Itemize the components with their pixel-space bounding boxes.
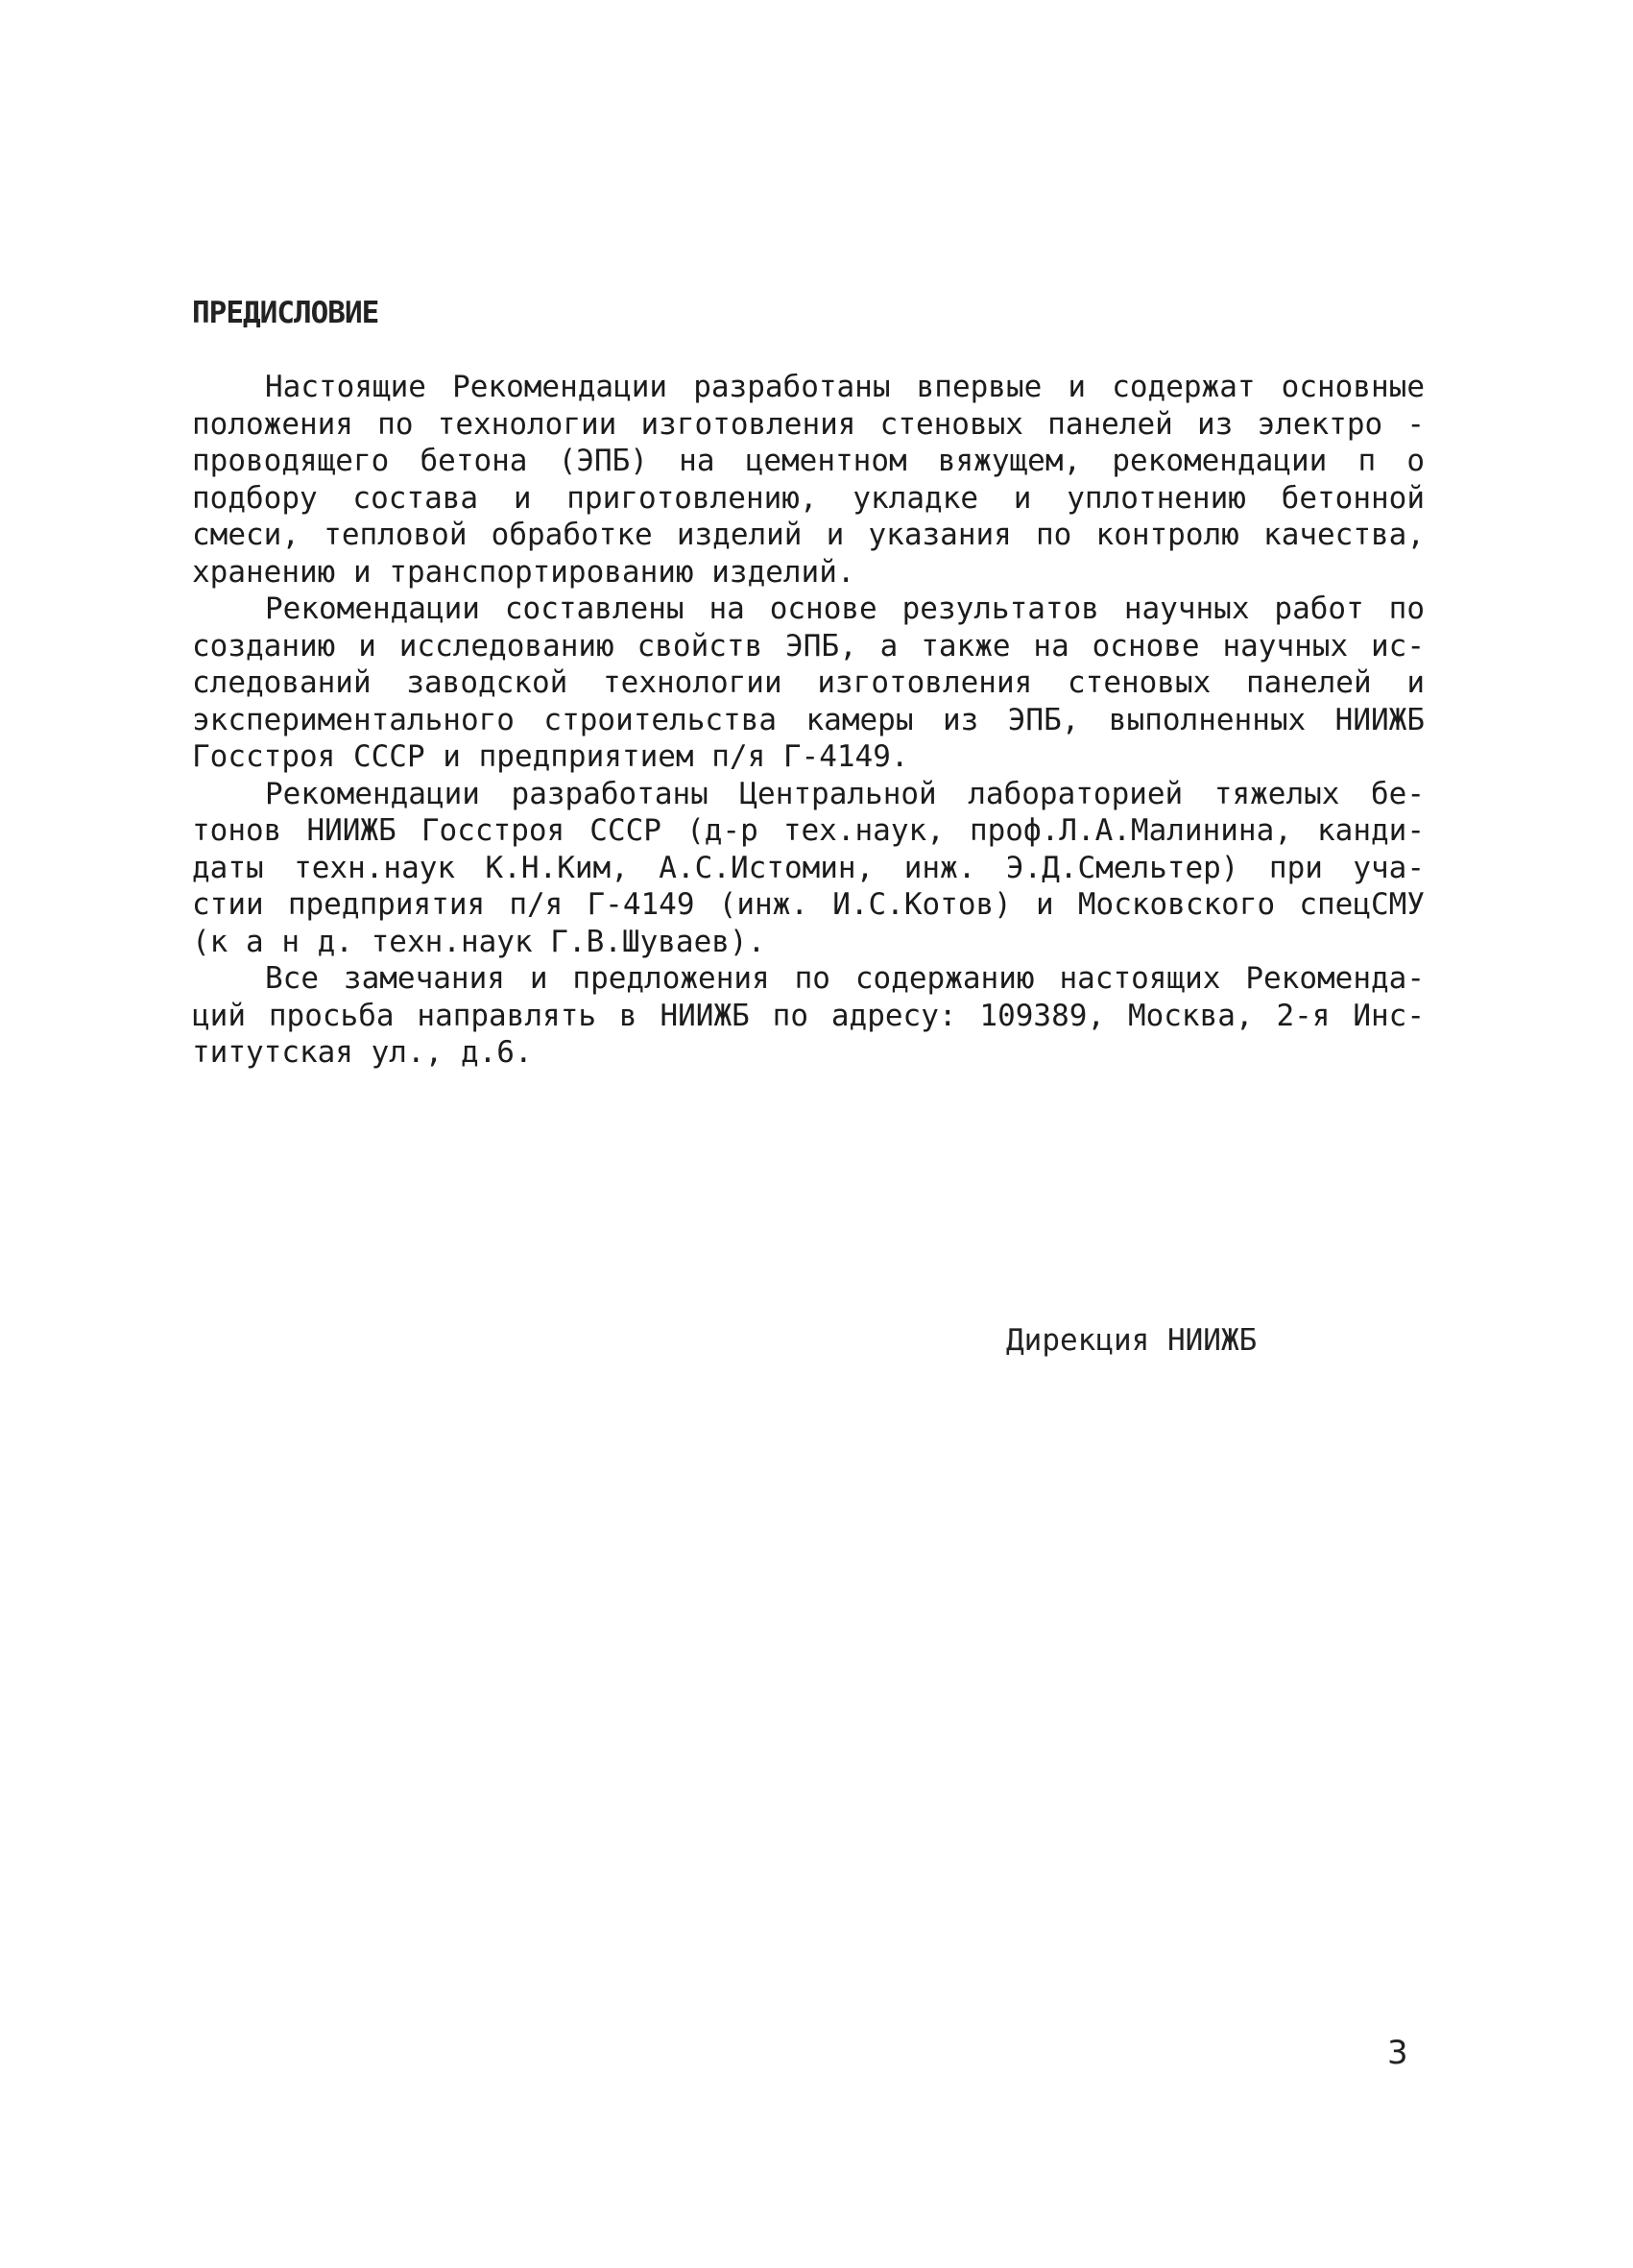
paragraph-line: следований заводской технологии изготовления стеновых панелей и: [192, 665, 1425, 700]
signature: Дирекция НИИЖБ: [1006, 1323, 1258, 1358]
paragraph-line: смеси, тепловой обработке изделий и указания по контролю качества,: [192, 518, 1425, 552]
paragraph-line: тонов НИИЖБ Госстроя СССР (д-р тех.наук, проф.Л.А.Малинина, канди-: [192, 813, 1425, 848]
paragraph-line: (к а н д. техн.наук Г.В.Шуваев).: [192, 924, 766, 959]
paragraph-4: [192, 960, 1425, 1072]
paragraph-line: титутская ул., д.6.: [192, 1035, 533, 1070]
section-heading: ПРЕДИСЛОВИЕ: [192, 296, 379, 330]
paragraph-line: Все замечания и предложения по содержанию настоящих Рекоменда-: [265, 961, 1425, 996]
paragraph-line: Настоящие Рекомендации разработаны впервые и содержат основные: [265, 370, 1425, 404]
page-number: 3: [1387, 2034, 1408, 2072]
paragraph-line: проводящего бетона (ЭПБ) на цементном вяжущем, рекомендации п о: [192, 444, 1425, 478]
paragraph-line: Госстроя СССР и предприятием п/я Г-4149.: [192, 739, 909, 774]
paragraph-line: подбору состава и приготовлению, укладке и уплотнению бетонной: [192, 480, 1425, 516]
preface-body: [192, 369, 1425, 1072]
paragraph-line: созданию и исследованию свойств ЭПБ, а также на основе научных ис-: [192, 628, 1425, 664]
paragraph-line: ций просьба направлять в НИИЖБ по адресу: 109389, Москва, 2-я Инс-: [192, 998, 1425, 1033]
paragraph-2: [192, 591, 1425, 776]
paragraph-line: хранению и транспортированию изделий.: [192, 554, 855, 590]
paragraph-1: [192, 369, 1425, 591]
paragraph-line: Рекомендации разработаны Центральной лабораторией тяжелых бе-: [265, 776, 1425, 811]
paragraph-line: Рекомендации составлены на основе результатов научных работ по: [265, 591, 1425, 626]
paragraph-line: даты техн.наук К.Н.Ким, А.С.Истомин, инж. Э.Д.Смельтер) при уча-: [192, 850, 1425, 885]
paragraph-line: экспериментального строительства камеры из ЭПБ, выполненных НИИЖБ: [192, 702, 1425, 737]
paragraph-line: положения по технологии изготовления стеновых панелей из электро -: [192, 406, 1425, 442]
paragraph-3: [192, 776, 1425, 961]
paragraph-line: стии предприятия п/я Г-4149 (инж. И.С.Котов) и Московского спецСМУ: [192, 887, 1425, 922]
